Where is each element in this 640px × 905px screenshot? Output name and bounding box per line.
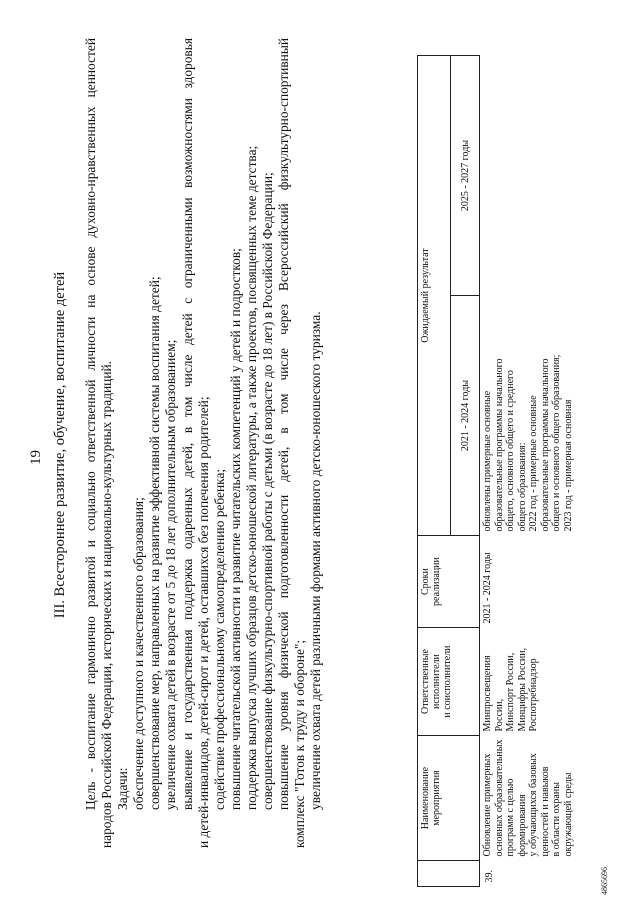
- goal-line: народов Российской Федерации, исторических и национально-культурных традиций.: [99, 360, 115, 848]
- task-item: поддержка выпуска лучших образцов детско-юношеской литературы, а также проектов, посвященных теме детства;: [243, 145, 259, 810]
- task-item: увеличение охвата детей различными формами активного детско-юношеского туризма.: [308, 311, 324, 810]
- goal-line: Цель - воспитание гармонично развитой и социально ответственной личности на основе духовно-нравственных ценностей: [83, 38, 98, 810]
- task-item: повышение уровня физической подготовленности детей, в том числе через Всероссийский физкультурно-спортивный: [276, 38, 292, 810]
- task-item: совершенствование мер, направленных на развитие эффективной системы воспитания детей;: [147, 276, 163, 810]
- row-executors: Минпросвещения России, Минспорт России, Минцифры России, Роспотребнадзор: [482, 647, 539, 732]
- events-table: [417, 55, 576, 887]
- task-item: увеличение охвата детей в возрасте от 5 до 18 лет дополнительным образованием;: [163, 339, 179, 810]
- row-name: Обновление примерных основных образовательных программ с целью формирования у обучающихся базовых ценностей и навыков в области охраны окружающей среды: [482, 739, 574, 857]
- row-result-2025-2027: [480, 56, 577, 296]
- row-terms: 2021 - 2024 годы: [482, 552, 493, 624]
- header-terms: Сроки реализации: [418, 536, 480, 628]
- header-number: [418, 861, 480, 887]
- section-title: III. Всестороннее развитие, обучение, воспитание детей: [52, 271, 68, 619]
- task-item: и детей-инвалидов, детей-сирот и детей, оставшихся без попечения родителей;: [195, 396, 211, 848]
- task-item: совершенствование физкультурно-спортивной работы с детьми (в возрасте до 18 лет) в Российской Федерации;: [260, 172, 276, 810]
- header-name: Наименование мероприятия: [418, 736, 480, 861]
- task-item: комплекс "Готов к труду и обороне";: [292, 639, 308, 848]
- page-number: 19: [28, 450, 44, 465]
- task-item: обеспечение доступного и качественного образования;: [131, 497, 147, 810]
- header-period-2025-2027: 2025 - 2027 годы: [451, 56, 480, 296]
- task-item: повышение читательской активности и развитие читательских компетенций у детей и подростков;: [227, 248, 243, 810]
- table-row: [480, 56, 577, 887]
- tasks-label: Задачи:: [115, 767, 131, 810]
- task-item: содействие профессиональному самоопределению ребенка;: [211, 468, 227, 810]
- row-number: 39.: [484, 870, 495, 883]
- document-stamp: 4865696: [600, 867, 609, 895]
- header-period-2021-2024: 2021 - 2024 годы: [451, 296, 480, 536]
- header-expected-result: Ожидаемый результат: [418, 56, 451, 536]
- goal-and-tasks: [83, 38, 324, 848]
- row-result-2021-2024: обновлены примерные основные образовательные программы начального общего, основного общего и среднего общего образования: 2022 год - примерные основные образовательные программы начального общего и основного общего образования; 2023 год - примерная основная: [482, 354, 574, 532]
- header-executors: Ответственные исполнители и соисполнители: [418, 628, 480, 736]
- task-item: выявление и государственная поддержка одаренных детей, в том числе детей с ограниченными возможностями здоровья: [179, 38, 195, 810]
